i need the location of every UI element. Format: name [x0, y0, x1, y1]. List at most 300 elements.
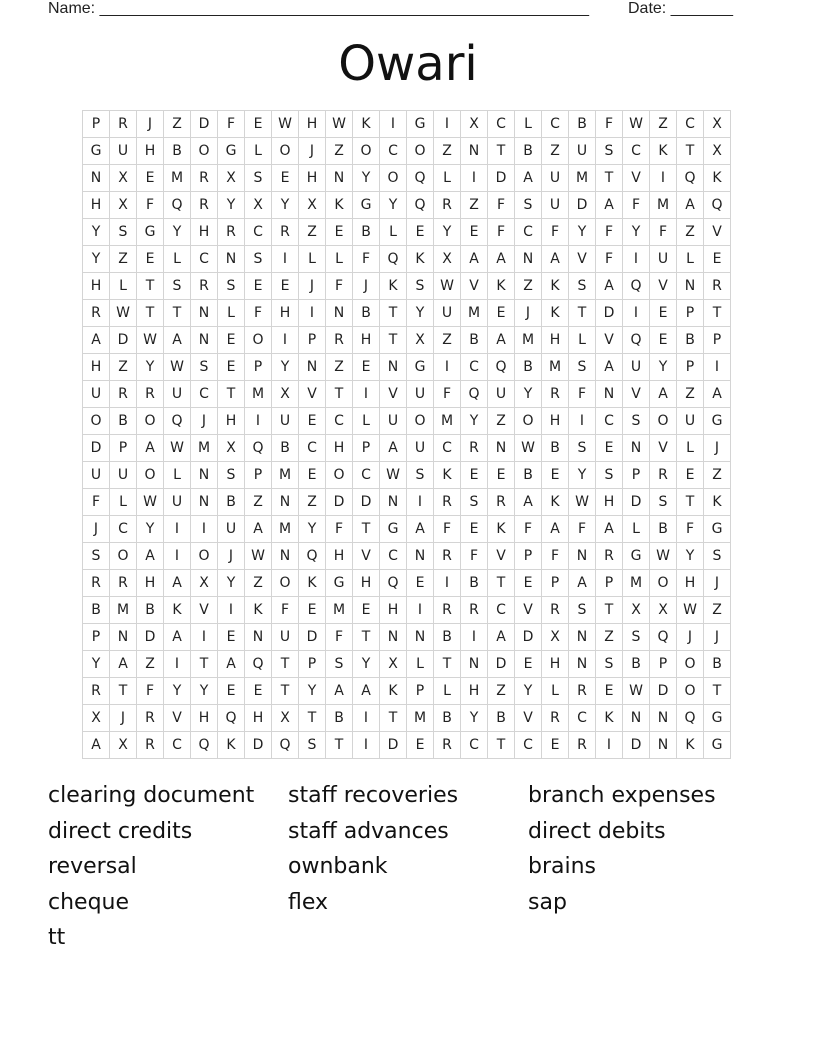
grid-cell: W	[434, 273, 461, 300]
grid-cell: Z	[245, 489, 272, 516]
grid-cell: W	[110, 300, 137, 327]
grid-cell: K	[245, 597, 272, 624]
grid-cell: Y	[353, 651, 380, 678]
grid-cell: Y	[218, 192, 245, 219]
grid-cell: R	[434, 732, 461, 759]
grid-cell: Z	[110, 354, 137, 381]
grid-cell: U	[272, 624, 299, 651]
grid-cell: Y	[353, 165, 380, 192]
grid-cell: R	[596, 543, 623, 570]
grid-cell: S	[245, 165, 272, 192]
grid-cell: P	[83, 111, 110, 138]
grid-cell: N	[569, 651, 596, 678]
grid-cell: L	[434, 165, 461, 192]
grid-cell: N	[218, 246, 245, 273]
grid-cell: A	[488, 624, 515, 651]
grid-cell: E	[515, 651, 542, 678]
grid-cell: G	[326, 570, 353, 597]
grid-cell: R	[434, 192, 461, 219]
grid-cell: B	[434, 624, 461, 651]
grid-cell: B	[272, 435, 299, 462]
grid-cell: J	[704, 624, 731, 651]
grid-cell: G	[704, 408, 731, 435]
grid-cell: T	[596, 597, 623, 624]
grid-cell: R	[83, 300, 110, 327]
grid-cell: I	[434, 111, 461, 138]
grid-cell: D	[488, 651, 515, 678]
grid-cell: P	[596, 570, 623, 597]
grid-cell: O	[677, 678, 704, 705]
grid-cell: D	[353, 489, 380, 516]
grid-cell: U	[164, 489, 191, 516]
grid-cell: A	[218, 651, 245, 678]
grid-cell: I	[569, 408, 596, 435]
grid-cell: L	[164, 462, 191, 489]
grid-cell: B	[650, 516, 677, 543]
grid-cell: Z	[515, 273, 542, 300]
grid-cell: L	[677, 435, 704, 462]
grid-cell: H	[380, 597, 407, 624]
grid-cell: E	[677, 462, 704, 489]
grid-cell: Z	[677, 219, 704, 246]
grid-cell: X	[272, 381, 299, 408]
grid-cell: T	[677, 489, 704, 516]
grid-cell: F	[569, 516, 596, 543]
grid-cell: O	[272, 570, 299, 597]
grid-cell: Z	[434, 138, 461, 165]
grid-cell: Q	[704, 192, 731, 219]
grid-cell: E	[272, 273, 299, 300]
grid-cell: H	[299, 165, 326, 192]
grid-cell: A	[353, 678, 380, 705]
grid-cell: L	[623, 516, 650, 543]
grid-cell: X	[380, 651, 407, 678]
grid-cell: W	[623, 678, 650, 705]
grid-cell: A	[137, 543, 164, 570]
grid-cell: P	[515, 543, 542, 570]
grid-cell: D	[623, 732, 650, 759]
grid-cell: V	[623, 381, 650, 408]
grid-cell: T	[218, 381, 245, 408]
grid-cell: X	[704, 111, 731, 138]
grid-cell: W	[326, 111, 353, 138]
grid-cell: I	[434, 570, 461, 597]
grid-cell: U	[83, 462, 110, 489]
grid-cell: X	[83, 705, 110, 732]
grid-cell: Z	[542, 138, 569, 165]
grid-cell: T	[380, 300, 407, 327]
grid-cell: Y	[407, 300, 434, 327]
grid-cell: O	[650, 570, 677, 597]
grid-cell: O	[191, 138, 218, 165]
grid-cell: J	[299, 273, 326, 300]
grid-cell: H	[596, 489, 623, 516]
grid-cell: Z	[488, 678, 515, 705]
grid-cell: D	[83, 435, 110, 462]
grid-cell: I	[353, 732, 380, 759]
grid-cell: I	[164, 516, 191, 543]
grid-cell: X	[110, 192, 137, 219]
grid-cell: C	[326, 408, 353, 435]
grid-cell: H	[353, 327, 380, 354]
grid-cell: W	[515, 435, 542, 462]
grid-cell: F	[137, 192, 164, 219]
grid-cell: K	[542, 273, 569, 300]
grid-cell: F	[596, 246, 623, 273]
grid-cell: S	[596, 462, 623, 489]
grid-cell: P	[245, 462, 272, 489]
grid-cell: R	[650, 462, 677, 489]
grid-cell: R	[272, 219, 299, 246]
grid-cell: R	[461, 597, 488, 624]
grid-cell: L	[407, 651, 434, 678]
grid-cell: O	[650, 408, 677, 435]
grid-cell: A	[596, 516, 623, 543]
grid-cell: A	[569, 570, 596, 597]
grid-cell: D	[110, 327, 137, 354]
grid-cell: Y	[380, 192, 407, 219]
page-title: Owari	[338, 36, 478, 92]
grid-cell: Q	[380, 570, 407, 597]
grid-cell: T	[191, 651, 218, 678]
grid-cell: Q	[650, 624, 677, 651]
grid-cell: H	[272, 300, 299, 327]
grid-cell: B	[677, 327, 704, 354]
grid-cell: R	[434, 597, 461, 624]
grid-cell: X	[245, 192, 272, 219]
grid-cell: E	[353, 597, 380, 624]
grid-cell: D	[326, 489, 353, 516]
grid-cell: P	[677, 300, 704, 327]
grid-cell: R	[461, 435, 488, 462]
grid-cell: K	[596, 705, 623, 732]
grid-cell: Q	[380, 246, 407, 273]
grid-cell: E	[299, 597, 326, 624]
grid-cell: I	[407, 597, 434, 624]
grid-cell: H	[326, 543, 353, 570]
grid-cell: B	[515, 354, 542, 381]
grid-cell: E	[461, 219, 488, 246]
grid-cell: V	[650, 435, 677, 462]
grid-cell: A	[326, 678, 353, 705]
grid-cell: Z	[326, 138, 353, 165]
grid-cell: D	[569, 192, 596, 219]
grid-cell: T	[326, 381, 353, 408]
grid-cell: T	[677, 138, 704, 165]
grid-cell: V	[191, 597, 218, 624]
grid-cell: D	[650, 678, 677, 705]
grid-cell: Q	[218, 705, 245, 732]
grid-cell: Y	[299, 516, 326, 543]
grid-cell: A	[488, 327, 515, 354]
grid-cell: R	[137, 732, 164, 759]
grid-cell: S	[407, 462, 434, 489]
grid-cell: S	[407, 273, 434, 300]
grid-cell: H	[299, 111, 326, 138]
grid-cell: I	[299, 300, 326, 327]
grid-cell: R	[110, 111, 137, 138]
grid-cell: C	[299, 435, 326, 462]
grid-cell: N	[677, 273, 704, 300]
grid-cell: S	[164, 273, 191, 300]
grid-cell: E	[245, 678, 272, 705]
word-list-item: reversal	[48, 854, 137, 880]
grid-cell: H	[326, 435, 353, 462]
grid-cell: P	[299, 327, 326, 354]
grid-cell: U	[407, 435, 434, 462]
grid-cell: Y	[272, 192, 299, 219]
grid-cell: H	[677, 570, 704, 597]
grid-cell: W	[272, 111, 299, 138]
grid-cell: S	[461, 489, 488, 516]
grid-cell: X	[434, 246, 461, 273]
grid-cell: M	[407, 705, 434, 732]
grid-cell: G	[704, 516, 731, 543]
grid-cell: B	[164, 138, 191, 165]
grid-cell: O	[380, 165, 407, 192]
grid-cell: D	[245, 732, 272, 759]
grid-cell: N	[623, 435, 650, 462]
grid-cell: D	[515, 624, 542, 651]
grid-cell: W	[164, 435, 191, 462]
grid-cell: T	[272, 678, 299, 705]
grid-cell: A	[461, 246, 488, 273]
grid-cell: F	[677, 516, 704, 543]
grid-cell: Z	[434, 327, 461, 354]
grid-cell: M	[650, 192, 677, 219]
grid-cell: C	[677, 111, 704, 138]
grid-cell: N	[380, 354, 407, 381]
grid-cell: K	[650, 138, 677, 165]
grid-cell: N	[245, 624, 272, 651]
grid-cell: B	[488, 705, 515, 732]
grid-cell: F	[542, 219, 569, 246]
grid-cell: E	[245, 273, 272, 300]
grid-cell: M	[515, 327, 542, 354]
grid-cell: E	[488, 462, 515, 489]
grid-cell: U	[434, 300, 461, 327]
grid-cell: F	[623, 192, 650, 219]
grid-cell: L	[110, 489, 137, 516]
grid-cell: R	[218, 219, 245, 246]
grid-cell: O	[110, 543, 137, 570]
grid-cell: S	[299, 732, 326, 759]
grid-cell: N	[623, 705, 650, 732]
grid-cell: H	[542, 651, 569, 678]
grid-cell: E	[596, 678, 623, 705]
grid-cell: B	[515, 462, 542, 489]
grid-cell: E	[542, 732, 569, 759]
grid-cell: U	[542, 165, 569, 192]
grid-cell: G	[218, 138, 245, 165]
grid-cell: Y	[515, 381, 542, 408]
grid-cell: L	[380, 219, 407, 246]
grid-cell: Z	[110, 246, 137, 273]
grid-cell: Y	[461, 705, 488, 732]
word-search-grid	[82, 110, 731, 759]
grid-cell: Z	[137, 651, 164, 678]
grid-cell: T	[272, 651, 299, 678]
grid-cell: C	[380, 138, 407, 165]
grid-cell: N	[488, 435, 515, 462]
grid-cell: N	[569, 543, 596, 570]
grid-cell: N	[596, 381, 623, 408]
grid-cell: D	[380, 732, 407, 759]
grid-cell: B	[461, 327, 488, 354]
word-list-item: staff recoveries	[288, 783, 459, 808]
word-list	[48, 780, 768, 958]
grid-cell: E	[137, 246, 164, 273]
grid-cell: C	[461, 354, 488, 381]
grid-cell: H	[191, 705, 218, 732]
grid-cell: V	[353, 543, 380, 570]
grid-cell: A	[596, 192, 623, 219]
grid-cell: Z	[704, 597, 731, 624]
grid-cell: N	[272, 543, 299, 570]
grid-cell: N	[515, 246, 542, 273]
grid-cell: Z	[596, 624, 623, 651]
grid-cell: R	[542, 381, 569, 408]
grid-cell: S	[650, 489, 677, 516]
grid-cell: A	[596, 354, 623, 381]
grid-cell: T	[137, 273, 164, 300]
grid-cell: S	[623, 624, 650, 651]
grid-cell: C	[542, 111, 569, 138]
grid-cell: Q	[461, 381, 488, 408]
grid-cell: F	[596, 111, 623, 138]
grid-cell: N	[191, 300, 218, 327]
grid-cell: M	[569, 165, 596, 192]
grid-cell: X	[218, 165, 245, 192]
grid-cell: U	[272, 408, 299, 435]
grid-cell: A	[380, 435, 407, 462]
grid-cell: M	[623, 570, 650, 597]
grid-cell: T	[704, 678, 731, 705]
grid-cell: K	[542, 489, 569, 516]
grid-cell: Y	[83, 246, 110, 273]
grid-cell: R	[542, 597, 569, 624]
grid-cell: D	[191, 111, 218, 138]
grid-cell: T	[434, 651, 461, 678]
grid-cell: E	[596, 435, 623, 462]
grid-cell: Z	[164, 111, 191, 138]
grid-cell: Z	[461, 192, 488, 219]
grid-cell: H	[461, 678, 488, 705]
grid-cell: A	[488, 246, 515, 273]
grid-cell: Y	[218, 570, 245, 597]
grid-cell: Z	[704, 462, 731, 489]
grid-cell: F	[461, 543, 488, 570]
grid-cell: Q	[191, 732, 218, 759]
grid-cell: K	[704, 489, 731, 516]
grid-cell: M	[110, 597, 137, 624]
grid-cell: P	[704, 327, 731, 354]
grid-cell: N	[407, 543, 434, 570]
word-list-item: clearing document	[48, 783, 255, 808]
grid-cell: Y	[515, 678, 542, 705]
grid-cell: Q	[272, 732, 299, 759]
grid-cell: D	[596, 300, 623, 327]
grid-cell: F	[515, 516, 542, 543]
grid-cell: N	[650, 705, 677, 732]
grid-cell: T	[137, 300, 164, 327]
grid-cell: I	[191, 624, 218, 651]
grid-cell: J	[191, 408, 218, 435]
grid-cell: K	[677, 732, 704, 759]
grid-cell: M	[245, 381, 272, 408]
grid-cell: N	[83, 165, 110, 192]
grid-cell: O	[137, 462, 164, 489]
grid-cell: S	[515, 192, 542, 219]
grid-cell: K	[218, 732, 245, 759]
grid-cell: V	[623, 165, 650, 192]
grid-cell: O	[515, 408, 542, 435]
grid-cell: J	[137, 111, 164, 138]
grid-cell: T	[326, 732, 353, 759]
grid-cell: P	[245, 354, 272, 381]
grid-cell: K	[380, 678, 407, 705]
grid-cell: G	[623, 543, 650, 570]
grid-cell: M	[272, 462, 299, 489]
grid-cell: A	[596, 273, 623, 300]
grid-cell: B	[461, 570, 488, 597]
grid-cell: Q	[407, 192, 434, 219]
grid-cell: L	[677, 246, 704, 273]
grid-cell: U	[623, 354, 650, 381]
grid-cell: E	[218, 354, 245, 381]
grid-cell: G	[704, 705, 731, 732]
grid-cell: X	[191, 570, 218, 597]
grid-cell: I	[434, 354, 461, 381]
grid-cell: I	[596, 732, 623, 759]
grid-cell: I	[218, 597, 245, 624]
grid-cell: P	[353, 435, 380, 462]
grid-cell: I	[191, 516, 218, 543]
grid-cell: G	[83, 138, 110, 165]
grid-cell: R	[542, 705, 569, 732]
grid-cell: Y	[137, 354, 164, 381]
grid-cell: L	[353, 408, 380, 435]
grid-cell: R	[191, 192, 218, 219]
grid-cell: I	[164, 651, 191, 678]
grid-cell: K	[380, 273, 407, 300]
grid-cell: O	[245, 327, 272, 354]
grid-cell: J	[677, 624, 704, 651]
grid-cell: R	[434, 543, 461, 570]
grid-cell: S	[704, 543, 731, 570]
grid-cell: S	[596, 651, 623, 678]
grid-cell: O	[677, 651, 704, 678]
grid-cell: Y	[569, 219, 596, 246]
grid-cell: N	[272, 489, 299, 516]
grid-cell: Q	[677, 705, 704, 732]
grid-cell: N	[380, 624, 407, 651]
grid-cell: S	[569, 354, 596, 381]
grid-cell: H	[137, 138, 164, 165]
grid-cell: W	[380, 462, 407, 489]
grid-cell: E	[407, 570, 434, 597]
grid-cell: H	[245, 705, 272, 732]
grid-cell: G	[704, 732, 731, 759]
grid-cell: O	[407, 138, 434, 165]
grid-cell: E	[245, 111, 272, 138]
grid-cell: A	[110, 651, 137, 678]
grid-cell: E	[299, 462, 326, 489]
grid-cell: J	[83, 516, 110, 543]
grid-cell: F	[326, 624, 353, 651]
grid-cell: P	[110, 435, 137, 462]
grid-cell: E	[218, 327, 245, 354]
